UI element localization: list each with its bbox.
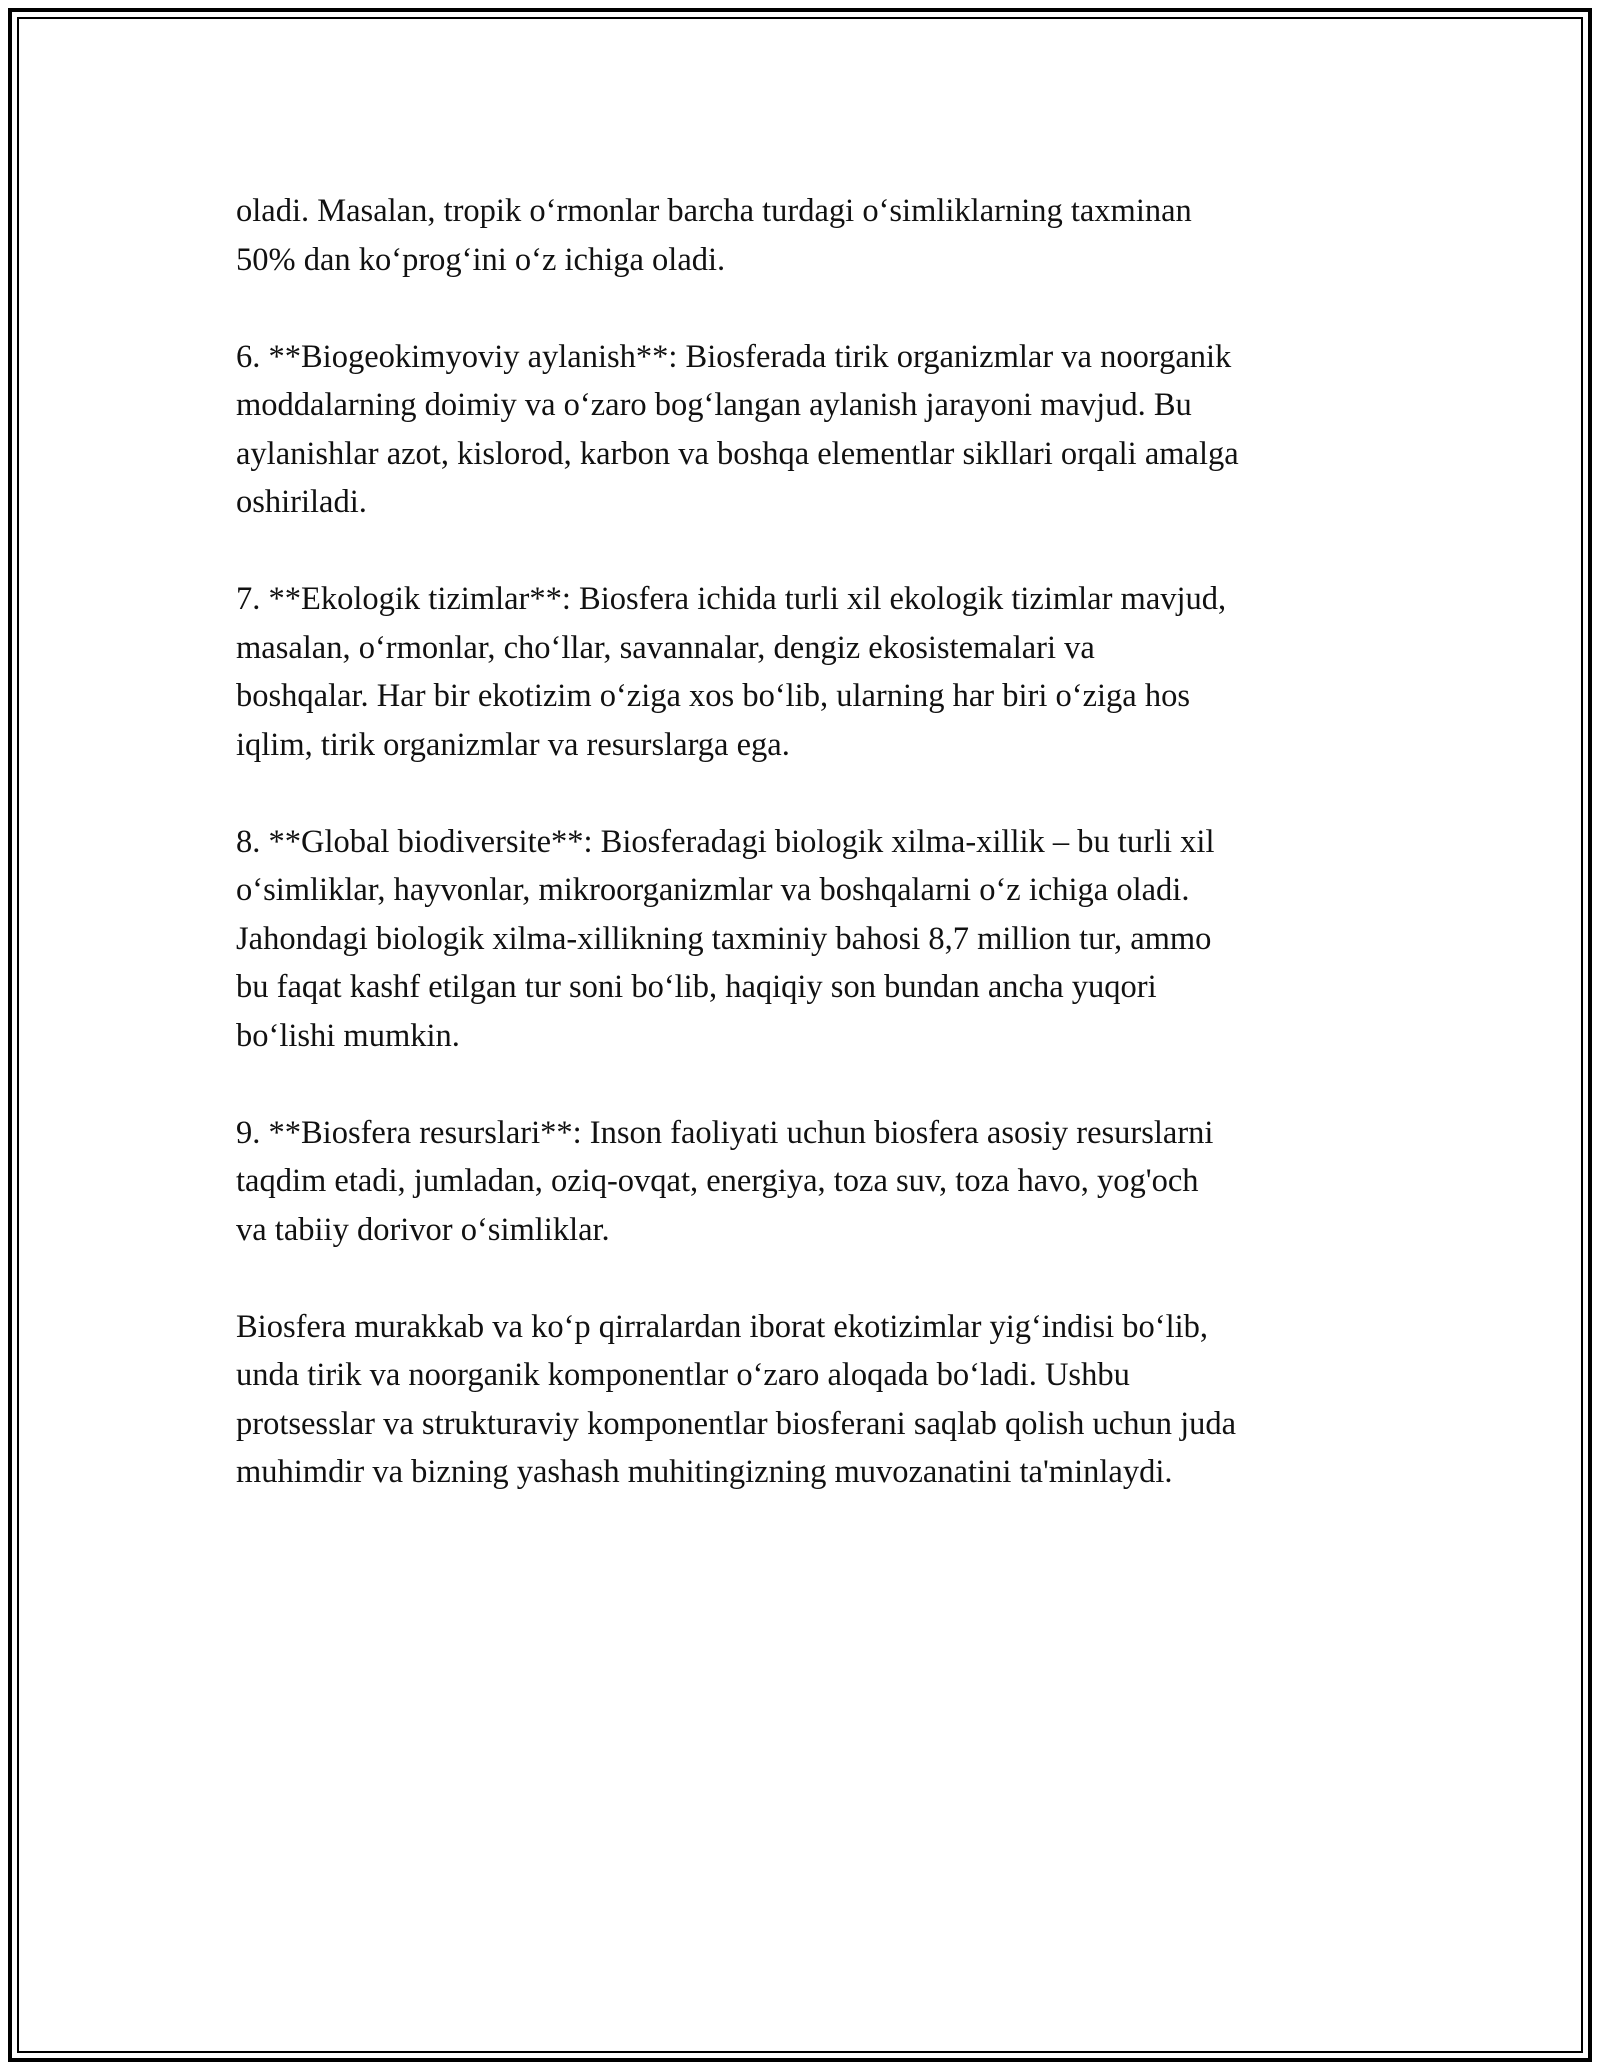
text-line: Jahondagi biologik xilma-xillikning taxminiy bahosi 8,7 million tur, ammo	[236, 920, 1212, 957]
text-line: aylanishlar azot, kislorod, karbon va boshqa elementlar sikllari orqali amalga	[236, 435, 1239, 472]
text-line: va tabiiy dorivor o‘simliklar.	[236, 1211, 610, 1248]
text-line: unda tirik va noorganik komponentlar o‘zaro aloqada bo‘ladi. Ushbu	[236, 1357, 1130, 1393]
paragraph-item-6	[236, 333, 1386, 527]
text-line: bo‘lishi mumkin.	[236, 1017, 460, 1054]
text-line: 7. **Ekologik tizimlar**: Biosfera ichida turli xil ekologik tizimlar mavjud,	[236, 581, 1227, 617]
text-line: 8. **Global biodiversite**: Biosferadagi biologik xilma-xillik – bu turli xil	[236, 823, 1215, 860]
text-line: 9. **Biosfera resurslari**: Inson faoliyati uchun biosfera asosiy resurslarni	[236, 1114, 1214, 1151]
paragraph-item-9	[236, 1109, 1386, 1255]
text-line: moddalarning doimiy va o‘zaro bog‘langan aylanish jarayoni mavjud. Bu	[236, 387, 1192, 423]
text-line: taqdim etadi, jumladan, oziq-ovqat, energiya, toza suv, toza havo, yog'och	[236, 1163, 1199, 1199]
text-line: oladi. Masalan, tropik o‘rmonlar barcha turdagi o‘simliklarning taxminan	[236, 193, 1192, 229]
text-line: 50% dan ko‘prog‘ini o‘z ichiga oladi.	[236, 241, 726, 278]
text-line: iqlim, tirik organizmlar va resurslarga ega.	[236, 726, 790, 763]
text-line: 6. **Biogeokimyoviy aylanish**: Biosferada tirik organizmlar va noorganik	[236, 338, 1232, 375]
paragraph-item-8	[236, 818, 1386, 1061]
text-line: muhimdir va bizning yashash muhitingizning muvozanatini ta'minlaydi.	[236, 1454, 1173, 1490]
text-line: bu faqat kashf etilgan tur soni bo‘lib, haqiqiy son bundan ancha yuqori	[236, 969, 1157, 1005]
text-line: Biosfera murakkab va ko‘p qirralardan iborat ekotizimlar yig‘indisi bo‘lib,	[236, 1308, 1209, 1345]
paragraph-item-7	[236, 575, 1386, 769]
text-line: boshqalar. Har bir ekotizim o‘ziga xos bo‘lib, ularning har biri o‘ziga hos	[236, 678, 1190, 714]
text-line: oshiriladi.	[236, 484, 367, 520]
text-line: masalan, o‘rmonlar, cho‘llar, savannalar, dengiz ekosistemalari va	[236, 629, 1095, 666]
document-body	[236, 187, 1386, 1545]
paragraph-conclusion	[236, 1303, 1386, 1497]
paragraph-continuation	[236, 187, 1386, 284]
text-line: protsesslar va strukturaviy komponentlar biosferani saqlab qolish uchun juda	[236, 1405, 1237, 1442]
text-line: o‘simliklar, hayvonlar, mikroorganizmlar va boshqalarni o‘z ichiga oladi.	[236, 872, 1190, 908]
